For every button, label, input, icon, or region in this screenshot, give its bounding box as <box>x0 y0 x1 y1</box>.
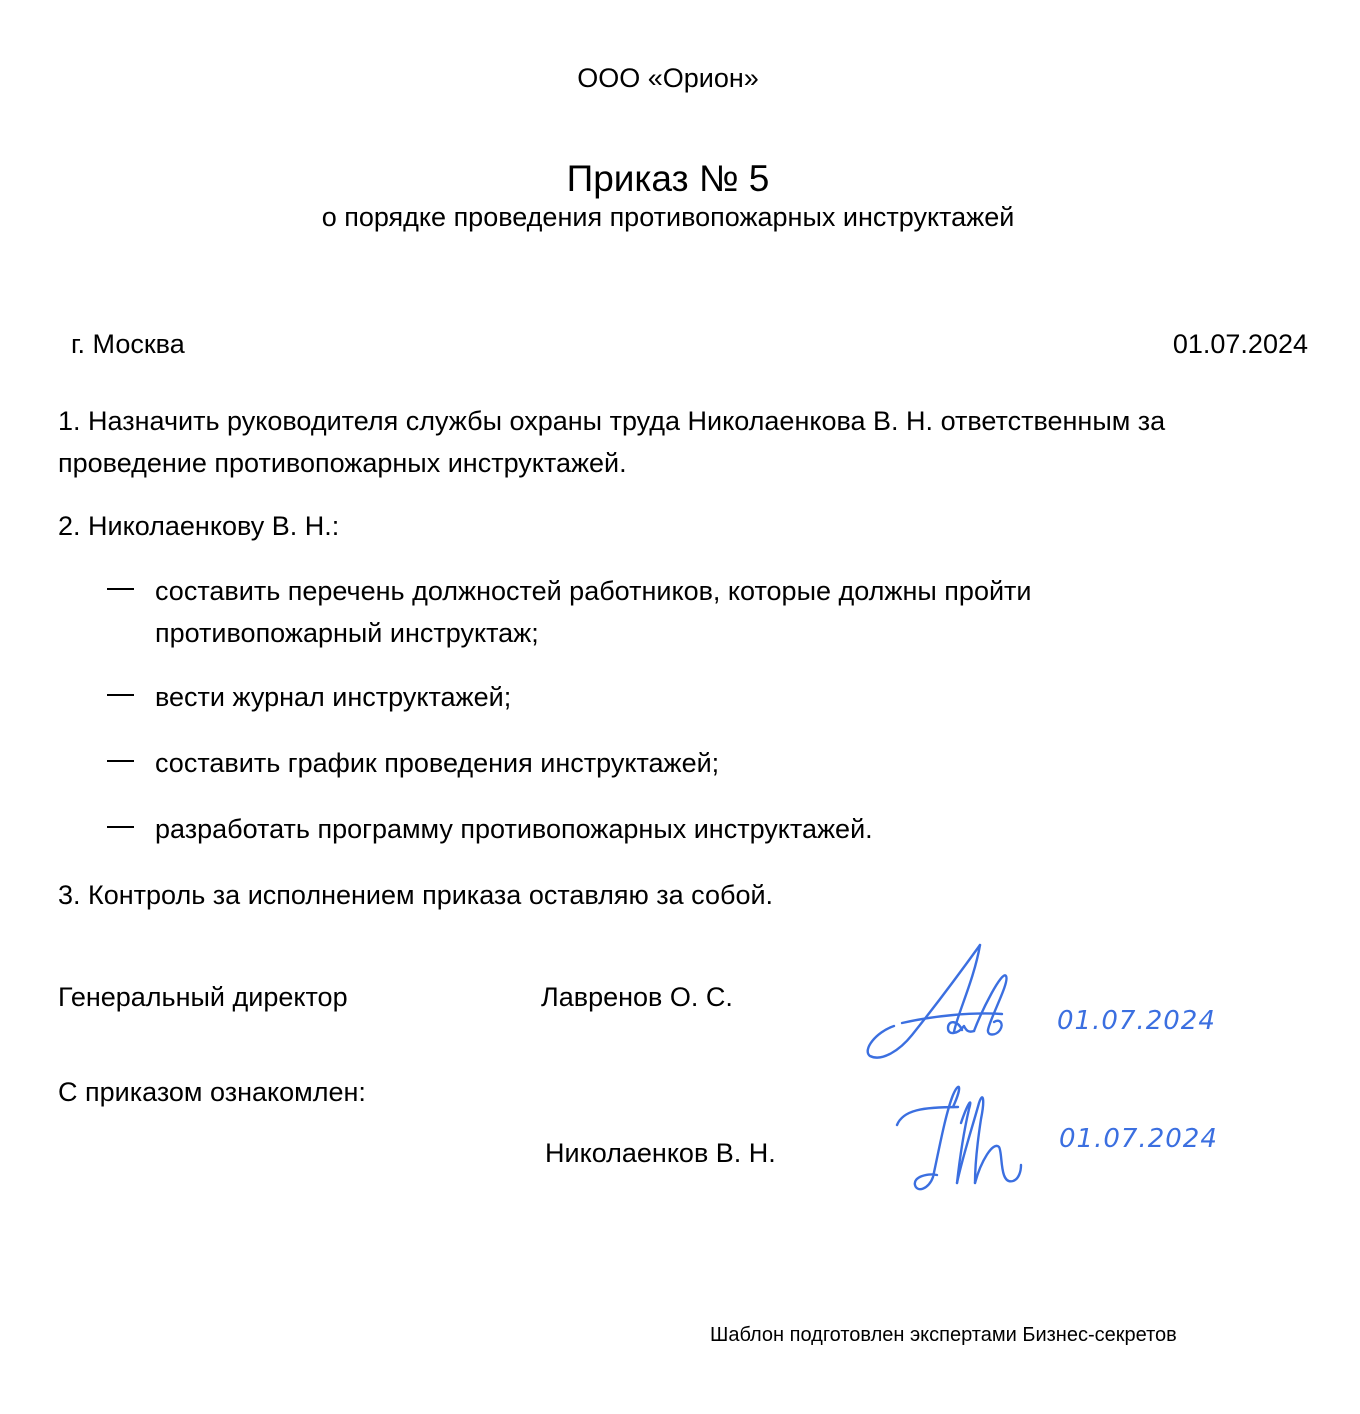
subitem-1-line-1: составить перечень должностей работников, которые должны пройти <box>155 576 1032 606</box>
director-signature-date: 01.07.2024 <box>1057 1006 1216 1036</box>
document-title: Приказ № 5 <box>566 158 770 199</box>
order-item-1: 1. Назначить руководителя службы охраны труда Николаенкова В. Н. ответственным за проведение противопожарных инструктажей. <box>58 406 1166 478</box>
organization-name: ООО «Орион» <box>577 63 759 93</box>
template-credit: Шаблон подготовлен экспертами Бизнес-секретов <box>710 1324 1177 1346</box>
subitem-2-text: вести журнал инструктажей; <box>155 682 512 712</box>
order-item-3: 3. Контроль за исполнением приказа оставляю за собой. <box>58 880 774 910</box>
director-name: Лавренов О. С. <box>541 982 733 1012</box>
document-date: 01.07.2024 <box>1172 329 1308 359</box>
document-subtitle: о порядке проведения противопожарных инструктажей <box>321 202 1015 232</box>
director-signature-icon <box>862 940 1022 1070</box>
dash-bullet-icon <box>107 694 134 696</box>
employee-signature-date: 01.07.2024 <box>1059 1124 1218 1154</box>
employee-name: Николаенков В. Н. <box>545 1138 776 1168</box>
dash-bullet-icon <box>107 826 134 828</box>
subitem-4-text: разработать программу противопожарных инструктажей. <box>155 814 873 844</box>
employee-signature-icon <box>893 1085 1028 1200</box>
subitem-3-text: составить график проведения инструктажей; <box>155 748 720 778</box>
acknowledged-label: С приказом ознакомлен: <box>58 1077 366 1107</box>
dash-bullet-icon <box>107 588 134 590</box>
director-role: Генеральный директор <box>58 982 348 1012</box>
subitem-1-line-2: противопожарный инструктаж; <box>155 618 539 648</box>
dash-bullet-icon <box>107 760 134 762</box>
order-item-2: 2. Николаенкову В. Н.: <box>58 511 340 541</box>
city: г. Москва <box>71 329 185 359</box>
